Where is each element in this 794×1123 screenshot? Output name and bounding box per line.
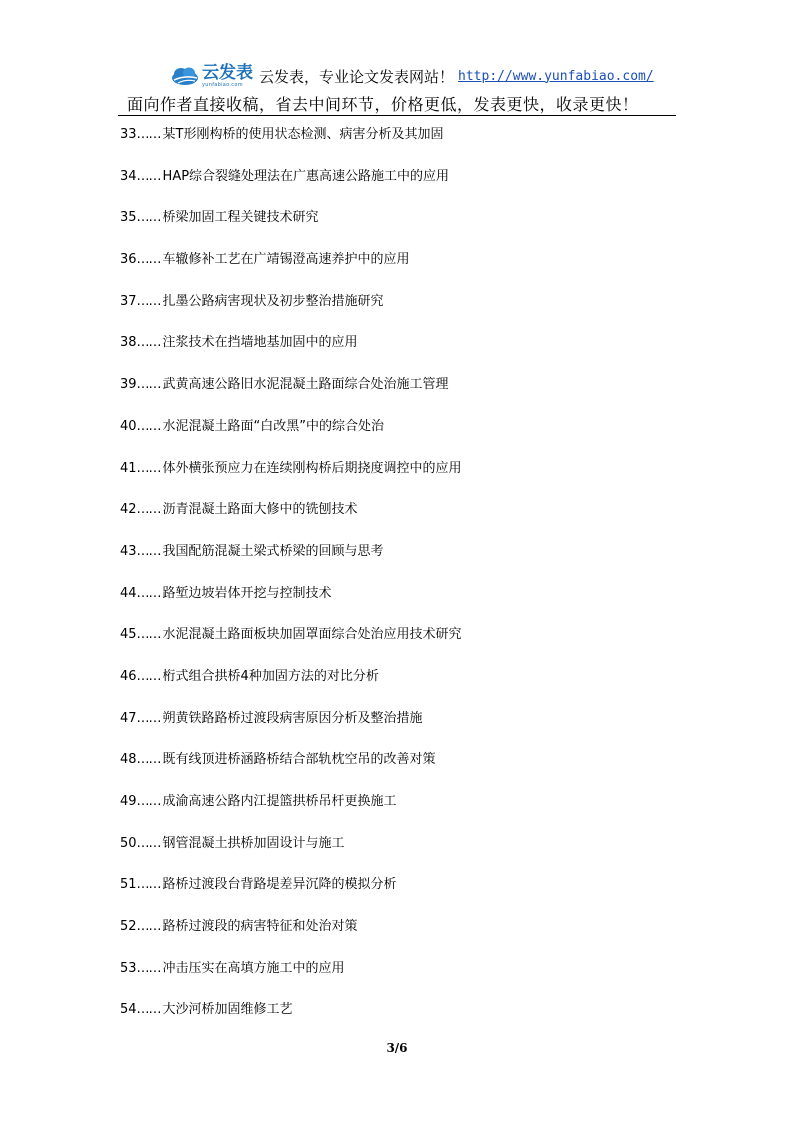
item-separator: ……: [136, 794, 161, 809]
item-number: 45: [120, 627, 137, 643]
item-separator: ……: [136, 252, 161, 268]
list-item: [120, 1000, 680, 1042]
list-item: [120, 417, 680, 459]
item-title: 扎墨公路病害现状及初步整治措施研究: [162, 293, 384, 309]
item-separator: ……: [136, 960, 161, 976]
header-tagline: 云发表，专业论文发表网站！: [259, 67, 455, 86]
item-separator: ……: [136, 168, 161, 184]
list-item: [120, 625, 680, 667]
item-title: 路堑边坡岩体开挖与控制技术: [162, 585, 332, 601]
list-item: [120, 375, 680, 417]
item-title: 某T形刚构桥的使用状态检测、病害分析及其加固: [162, 127, 444, 142]
item-separator: ……: [136, 668, 161, 684]
item-number: 36: [120, 252, 137, 268]
logo-text: 云发表: [202, 62, 253, 83]
item-number: 42: [120, 502, 137, 518]
item-title: 冲击压实在高填方施工中的应用: [162, 960, 345, 976]
item-number: 51: [120, 877, 137, 893]
list-item: [120, 459, 680, 501]
item-separator: ……: [136, 543, 161, 559]
list-item: [120, 959, 680, 1001]
item-separator: ……: [136, 752, 161, 768]
item-title: 钢管混凝土拱桥加固设计与施工: [162, 835, 345, 851]
item-number: 34: [120, 168, 137, 184]
item-separator: ……: [136, 502, 161, 518]
item-separator: ……: [136, 127, 161, 142]
item-number: 46: [120, 668, 137, 684]
item-number: 44: [120, 585, 137, 601]
item-number: 41: [120, 460, 137, 476]
header-slogan: 面向作者直接收稿，省去中间环节，价格更低，发表更快，收录更快！: [127, 95, 639, 114]
item-separator: ……: [136, 335, 161, 351]
list-item: [120, 292, 680, 334]
logo-subtext: yunfabiao.com: [202, 81, 243, 88]
item-title: 朔黄铁路路桥过渡段病害原因分析及整治措施: [162, 710, 423, 726]
item-title: 桥梁加固工程关键技术研究: [162, 210, 319, 226]
list-item: [120, 792, 680, 834]
item-title: HAP综合裂缝处理法在广惠高速公路施工中的应用: [162, 168, 450, 184]
list-item: [120, 250, 680, 292]
item-separator: ……: [136, 1002, 161, 1018]
item-number: 33: [120, 127, 137, 142]
item-number: 47: [120, 710, 137, 726]
item-title: 水泥混凝土路面“白改黑”中的综合处治: [162, 418, 385, 434]
item-title: 成渝高速公路内江提篮拱桥吊杆更换施工: [162, 794, 397, 809]
page-header: [0, 0, 794, 116]
cloud-icon: [170, 65, 200, 87]
item-number: 35: [120, 210, 137, 226]
item-number: 54: [120, 1002, 137, 1018]
header-divider: [118, 115, 676, 116]
item-separator: ……: [136, 877, 161, 893]
page-number: 3/6: [386, 1041, 408, 1055]
list-item: [120, 500, 680, 542]
list-item: [120, 667, 680, 709]
item-title: 水泥混凝土路面板块加固罩面综合处治应用技术研究: [162, 627, 462, 643]
item-title: 路桥过渡段台背路堤差异沉降的模拟分析: [162, 877, 397, 893]
list-item: [120, 208, 680, 250]
item-separator: ……: [136, 919, 161, 935]
item-separator: ……: [136, 418, 161, 434]
list-item: [120, 584, 680, 626]
item-number: 49: [120, 794, 137, 809]
site-logo[interactable]: [170, 62, 253, 88]
item-number: 38: [120, 335, 137, 351]
item-separator: ……: [136, 210, 161, 226]
item-separator: ……: [136, 293, 161, 309]
list-item: [120, 750, 680, 792]
item-title: 沥青混凝土路面大修中的铣刨技术: [162, 502, 358, 518]
list-item: [120, 167, 680, 209]
item-title: 体外横张预应力在连续刚构桥后期挠度调控中的应用: [162, 460, 462, 476]
item-number: 52: [120, 919, 137, 935]
item-title: 我国配筋混凝土梁式桥梁的回顾与思考: [162, 543, 384, 559]
item-separator: ……: [136, 710, 161, 726]
item-number: 39: [120, 377, 137, 393]
item-title: 桁式组合拱桥4种加固方法的对比分析: [162, 668, 379, 684]
header-url-link[interactable]: http://www.yunfabiao.com/: [458, 68, 654, 84]
item-number: 43: [120, 543, 137, 559]
item-title: 武黄高速公路旧水泥混凝土路面综合处治施工管理: [162, 377, 449, 393]
item-number: 50: [120, 835, 137, 851]
list-item: [120, 542, 680, 584]
article-list: [120, 125, 680, 1042]
item-title: 注浆技术在挡墙地基加固中的应用: [162, 335, 358, 351]
item-number: 37: [120, 293, 137, 309]
list-item: [120, 125, 680, 167]
header-top-row: [170, 62, 654, 90]
item-number: 40: [120, 418, 137, 434]
list-item: [120, 875, 680, 917]
list-item: [120, 709, 680, 751]
item-title: 既有线顶进桥涵路桥结合部轨枕空吊的改善对策: [162, 752, 436, 768]
list-item: [120, 917, 680, 959]
list-item: [120, 834, 680, 876]
item-separator: ……: [136, 835, 161, 851]
item-number: 48: [120, 752, 137, 768]
item-separator: ……: [136, 377, 161, 393]
item-title: 车辙修补工艺在广靖锡澄高速养护中的应用: [162, 252, 410, 268]
item-separator: ……: [136, 460, 161, 476]
item-number: 53: [120, 960, 137, 976]
item-separator: ……: [136, 585, 161, 601]
list-item: [120, 333, 680, 375]
item-title: 路桥过渡段的病害特征和处治对策: [162, 919, 358, 935]
item-title: 大沙河桥加固维修工艺: [162, 1002, 293, 1018]
item-separator: ……: [136, 627, 161, 643]
